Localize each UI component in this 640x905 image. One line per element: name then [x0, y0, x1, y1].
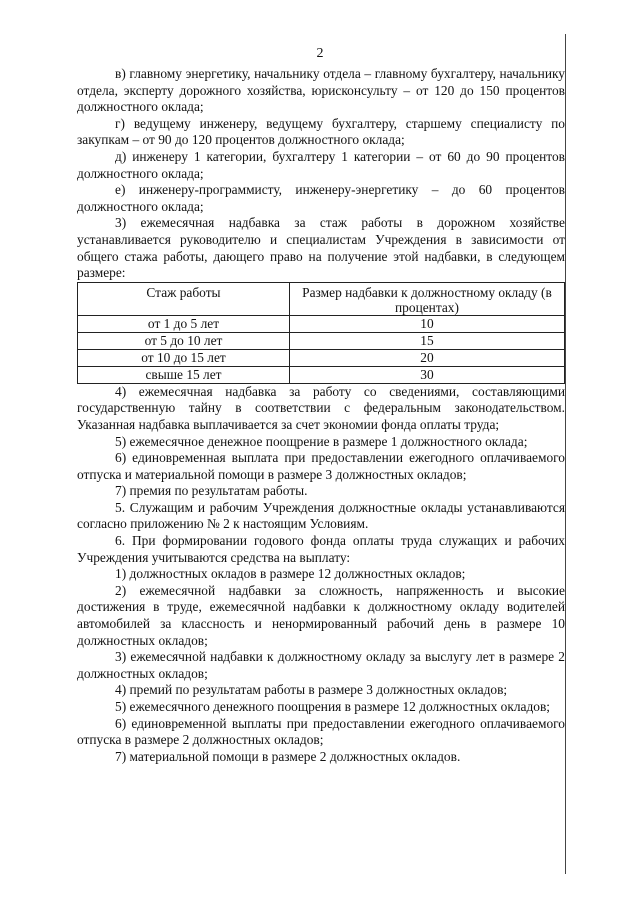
- table-row: [78, 349, 565, 366]
- paragraph-bottom-0: 4) ежемесячная надбавка за работу со сведениями, составляющими государственную тайну в соответствии с федеральным законодательством. Указанная надбавка выплачивается за счет экономии фонда оплаты труда;: [77, 383, 565, 432]
- paragraph-top-0: в) главному энергетику, начальнику отдела – главному бухгалтеру, начальнику отдела, эксперту дорожного хозяйства, юрисконсульту – от 120 до 150 процентов должностного оклада;: [77, 66, 565, 115]
- paragraph-top-4: 3) ежемесячная надбавка за стаж работы в дорожном хозяйстве устанавливается руководителю и специалистам Учреждения в зависимости от общего стажа работы, дающего право на получение этой надбавки, в следующем размере:: [77, 215, 565, 281]
- table-row: [78, 366, 565, 383]
- paragraph-bottom-2: 6) единовременная выплата при предоставлении ежегодного оплачиваемого отпуска и материальной помощи в размере 3 должностных окладов;: [77, 450, 565, 482]
- table-header-experience: Стаж работы: [78, 282, 290, 315]
- paragraph-bottom-10: 5) ежемесячного денежного поощрения в размере 12 должностных окладов;: [115, 699, 551, 714]
- seniority-bonus-table: [77, 282, 565, 384]
- paragraph-top-3: е) инженеру-программисту, инженеру-энергетику – до 60 процентов должностного оклада;: [77, 182, 565, 214]
- table-row: [78, 315, 565, 332]
- page-number: 2: [316, 46, 324, 61]
- table-cell-bonus: 20: [290, 349, 565, 366]
- paragraph-bottom-9: 4) премий по результатам работы в размере 3 должностных окладов;: [115, 682, 508, 698]
- paragraph-bottom-8: 3) ежемесячной надбавки к должностному окладу за выслугу лет в размере 2 должностных окладов;: [77, 649, 565, 681]
- paragraph-top-2: д) инженеру 1 категории, бухгалтеру 1 категории – от 60 до 90 процентов должностного оклада;: [77, 148, 565, 181]
- table-cell-experience: от 1 до 5 лет: [78, 315, 290, 332]
- table-cell-bonus: 10: [290, 315, 565, 332]
- paragraph-bottom-6: 1) должностных окладов в размере 12 должностных окладов;: [115, 566, 466, 582]
- paragraph-bottom-12: 7) материальной помощи в размере 2 должностных окладов.: [115, 748, 461, 764]
- paragraph-bottom-3: 7) премия по результатам работы.: [115, 483, 308, 499]
- paragraph-bottom-1: 5) ежемесячное денежное поощрение в размере 1 должностного оклада;: [115, 433, 528, 449]
- table-header-row: [78, 282, 565, 315]
- table-cell-experience: от 5 до 10 лет: [78, 332, 290, 349]
- table-cell-experience: свыше 15 лет: [78, 366, 290, 383]
- paragraph-bottom-4: 5. Служащим и рабочим Учреждения должностные оклады устанавливаются согласно приложению № 2 к настоящим Условиям.: [77, 499, 565, 532]
- table-cell-experience: от 10 до 15 лет: [78, 349, 290, 366]
- table-cell-bonus: 30: [290, 366, 565, 383]
- paragraph-bottom-5: 6. При формировании годового фонда оплаты труда служащих и рабочих Учреждения учитываются средства на выплату:: [77, 533, 565, 565]
- paragraph-top-1: г) ведущему инженеру, ведущему бухгалтеру, старшему специалисту по закупкам – от 90 до 120 процентов должностного оклада;: [77, 115, 565, 148]
- paragraph-bottom-11: 6) единовременной выплаты при предоставлении ежегодного оплачиваемого отпуска в размере 2 должностных окладов;: [77, 715, 565, 748]
- table-cell-bonus: 15: [290, 332, 565, 349]
- scan-margin-line: [565, 34, 566, 874]
- document-body: [77, 66, 565, 765]
- table-header-bonus: Размер надбавки к должностному окладу (в процентах): [290, 282, 565, 315]
- table-row: [78, 332, 565, 349]
- paragraph-bottom-7: 2) ежемесячной надбавки за сложность, напряженность и высокие достижения в труде, ежемесячной надбавки к должностному окладу водителей автомобилей за классность и ненормированный рабочий день в размере 10 должностных окладов;: [77, 582, 565, 648]
